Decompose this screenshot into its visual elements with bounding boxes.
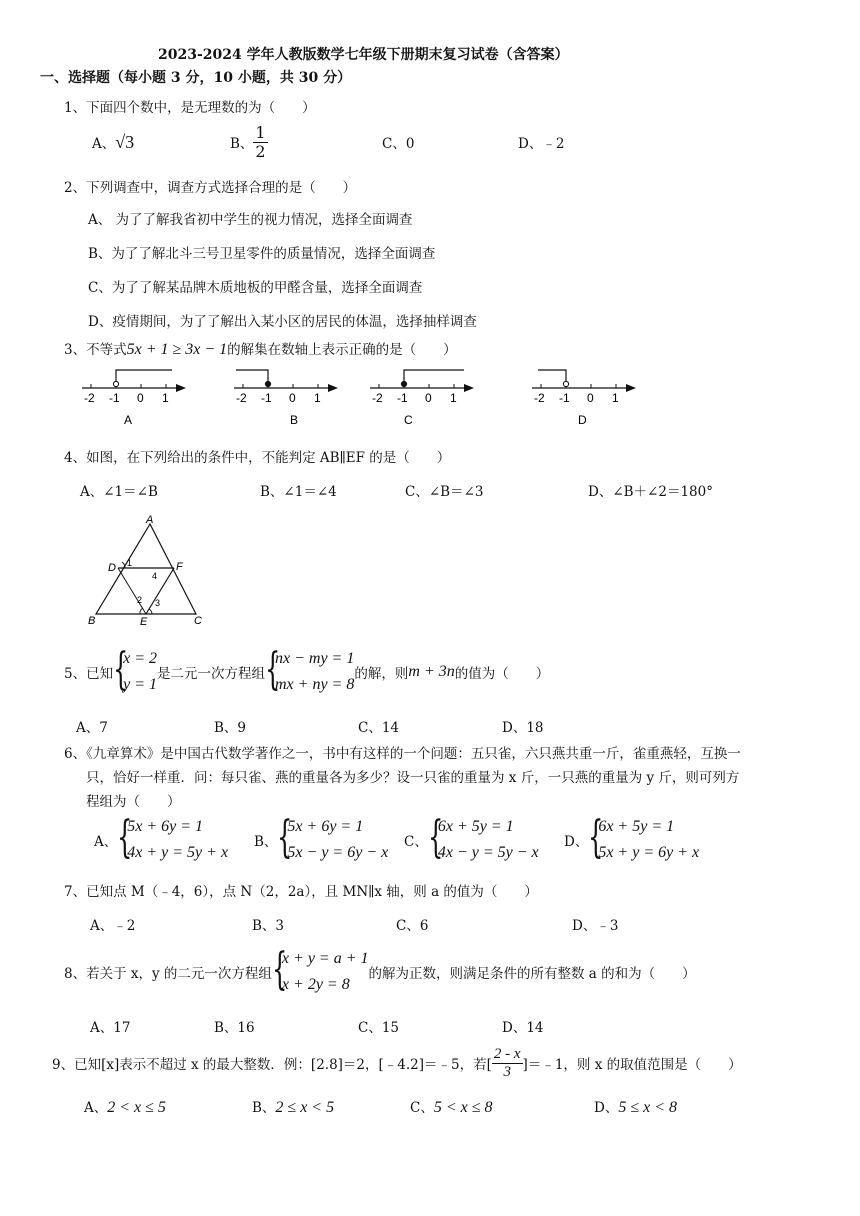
q2-stem: 2、下列调查中，调查方式选择合理的是（ ） [64, 180, 357, 196]
q7-option-b: B、3 [252, 918, 285, 934]
q5-system-1: { x = 2 y = 1 [113, 646, 157, 698]
tick-label: -2 [534, 391, 545, 405]
q8-stem [64, 946, 696, 998]
q6-option-c-label: C、 [404, 834, 428, 850]
q5-pre: 5、已知 [64, 666, 114, 682]
q1-option-b-numerator: 1 [255, 123, 266, 142]
q9-stem [52, 1046, 742, 1080]
equation: 4x − y = 5y − x [437, 844, 539, 861]
q6-option-c [404, 814, 539, 866]
q2-option-c: C、为了了解某品牌木质地板的甲醛含量，选择全面调查 [88, 280, 423, 296]
equation: 5x + 6y = 1 [127, 818, 204, 835]
tick-label: 0 [425, 391, 432, 405]
q6-option-b [254, 814, 388, 866]
q6-option-a [94, 814, 228, 866]
tick-label: 0 [137, 391, 144, 405]
angle-label-2: 2 [137, 595, 143, 605]
q4-stem: 4、如图，在下列给出的条件中，不能判定 AB∥EF 的是（ ） [64, 450, 451, 466]
q9-fraction-denominator: 3 [503, 1063, 511, 1080]
q9-fraction-numerator: 2 - x [493, 1046, 521, 1062]
q5-post-math: m + 3n [408, 663, 455, 680]
q7-option-a: A、﹣2 [90, 918, 136, 934]
equation: 6x + 5y = 1 [598, 818, 675, 835]
equation: 4x + y = 5y + x [127, 844, 229, 861]
q5-option-c: C、14 [358, 720, 400, 736]
q5-post-pre: 的解，则 [354, 666, 409, 682]
q9-option-c-math: 5 < x ≤ 8 [433, 1099, 493, 1116]
q6-option-a-system: { 5x + 6y = 1 4x + y = 5y + x [117, 814, 228, 866]
q1-option-a-label: A、 [92, 136, 116, 152]
option-label-b: B [290, 413, 299, 427]
q9-option-d-math: 5 ≤ x < 8 [618, 1099, 678, 1116]
q7-stem: 7、已知点 M（﹣4，6），点 N（2，2a），且 MN∥x 轴，则 a 的值为（ ） [64, 884, 538, 900]
tick-label: -2 [372, 391, 383, 405]
q9-option-d [594, 1096, 677, 1117]
q9-option-c-label: C、 [410, 1100, 434, 1116]
q1-option-d: D、﹣2 [518, 136, 565, 152]
q3-stem-post: 的解集在数轴上表示正确的是（ ） [227, 342, 457, 358]
q9-option-d-label: D、 [594, 1100, 619, 1116]
q7-option-d: D、﹣3 [572, 918, 619, 934]
q1-option-a-math: √3 [115, 132, 135, 152]
q6-line-3: 程组为（ ） [86, 794, 181, 810]
q5-option-d: D、18 [502, 720, 544, 736]
q4-option-b: B、∠1＝∠4 [260, 484, 337, 500]
q8-option-d: D、14 [502, 1020, 544, 1036]
equation: 5x + 6y = 1 [287, 818, 364, 835]
equation: x = 2 [123, 650, 157, 667]
q1-option-a [92, 132, 134, 153]
q9-pre: 9、已知[x]表示不超过 x 的最大整数．例：[2.8]＝2，[﹣4.2]＝﹣5，若[ [52, 1057, 492, 1073]
q5-option-b: B、9 [214, 720, 247, 736]
q8-option-a: A、17 [90, 1020, 131, 1036]
q8-option-c: C、15 [358, 1020, 400, 1036]
angle-label-3: 3 [155, 598, 161, 608]
q1-option-c: C、0 [382, 136, 415, 152]
q8-option-b: B、16 [214, 1020, 255, 1036]
page-title: 2023-2024 学年人教版数学七年级下册期末复习试卷（含答案） [158, 47, 569, 63]
equation: 5x + y = 6y + x [598, 844, 700, 861]
q8-system: { x + y = a + 1 x + 2y = 8 [272, 946, 369, 998]
q1-stem: 1、下面四个数中，是无理数的为（ ） [64, 100, 316, 116]
q6-option-b-label: B、 [254, 834, 278, 850]
vertex-label-b: B [88, 615, 96, 627]
q6-line-1: 6、《九章算术》是中国古代数学著作之一，书中有这样的一个问题：五只雀，六只燕共重一斤，雀重燕轻，互换一 [64, 746, 741, 762]
q6-option-d-system: { 6x + 5y = 1 5x + y = 6y + x [588, 814, 699, 866]
q6-line-2: 只，恰好一样重．问：每只雀、燕的重量各为多少？设一只雀的重量为 x 斤，一只燕的重量为 y 斤，则可列方 [86, 770, 740, 786]
tick-label: 0 [587, 391, 594, 405]
option-label-d: D [578, 413, 587, 427]
equation: y = 1 [123, 676, 157, 693]
q9-option-a-label: A、 [84, 1100, 108, 1116]
tick-label: 1 [162, 391, 169, 405]
angle-label-4: 4 [152, 571, 158, 581]
q5-stem [64, 646, 549, 698]
vertex-label-d: D [108, 562, 116, 574]
tick-label: 1 [450, 391, 457, 405]
tick-label: -2 [236, 391, 247, 405]
q9-option-b-math: 2 ≤ x < 5 [275, 1099, 335, 1116]
equation: nx − my = 1 [275, 650, 355, 667]
vertex-label-a: A [146, 514, 154, 526]
q4-option-c: C、∠B＝∠3 [405, 484, 484, 500]
tick-label: -1 [109, 391, 120, 405]
q9-option-c [410, 1096, 493, 1117]
q9-option-b-label: B、 [252, 1100, 276, 1116]
q7-option-c: C、6 [396, 918, 429, 934]
q6-option-a-label: A、 [94, 834, 118, 850]
triangle-figure [80, 510, 220, 630]
tick-label: 0 [289, 391, 296, 405]
number-line-c [370, 370, 474, 427]
q5-system-2: { nx − my = 1 mx + ny = 8 [265, 646, 354, 698]
equation: x + y = a + 1 [281, 950, 369, 967]
q9-fraction [492, 1046, 523, 1080]
q8-pre: 8、若关于 x，y 的二元一次方程组 [64, 966, 272, 982]
tick-label: -1 [559, 391, 570, 405]
equation: x + 2y = 8 [281, 976, 350, 993]
q6-option-b-system: { 5x + 6y = 1 5x − y = 6y − x [277, 814, 388, 866]
q2-option-a: A、 为了了解我省初中学生的视力情况，选择全面调查 [88, 212, 413, 228]
tick-label: 1 [314, 391, 321, 405]
number-line-d [532, 370, 636, 427]
q9-option-a [84, 1096, 166, 1117]
q1-option-b-denominator: 2 [255, 141, 266, 161]
tick-label: -1 [397, 391, 408, 405]
q5-option-a: A、7 [76, 720, 108, 736]
q3-stem-math: 5x + 1 ≥ 3x − 1 [126, 341, 228, 358]
q9-post: ]＝﹣1，则 x 的取值范围是（ ） [522, 1057, 742, 1073]
tick-label: 1 [612, 391, 619, 405]
number-line-figures [0, 358, 860, 430]
number-line-a [82, 370, 186, 427]
angle-label-1: 1 [127, 558, 133, 568]
equation: mx + ny = 8 [275, 676, 355, 693]
q2-option-b: B、为了了解北斗三号卫星零件的质量情况，选择全面调查 [88, 246, 436, 262]
q3-stem [64, 338, 457, 359]
q9-option-b [252, 1096, 334, 1117]
q5-post-post: 的值为（ ） [454, 666, 550, 682]
equation: 5x − y = 6y − x [287, 844, 389, 861]
vertex-label-c: C [194, 615, 202, 627]
section-heading: 一、选择题（每小题 3 分，10 小题，共 30 分） [40, 70, 352, 86]
option-label-a: A [124, 413, 133, 427]
q6-option-d-label: D、 [564, 834, 589, 850]
q2-option-d: D、疫情期间，为了了解出入某小区的居民的体温，选择抽样调查 [88, 314, 477, 330]
q8-post: 的解为正数，则满足条件的所有整数 a 的和为（ ） [368, 966, 696, 982]
vertex-label-e: E [140, 616, 148, 628]
equation: 6x + 5y = 1 [437, 818, 514, 835]
q6-option-c-system: { 6x + 5y = 1 4x − y = 5y − x [428, 814, 539, 866]
q9-option-a-math: 2 < x ≤ 5 [107, 1099, 166, 1116]
option-label-c: C [404, 413, 413, 427]
tick-label: -2 [84, 391, 95, 405]
q4-option-a: A、∠1＝∠B [80, 484, 158, 500]
q4-option-d: D、∠B＋∠2＝180° [588, 484, 713, 500]
vertex-label-f: F [176, 561, 183, 573]
tick-label: -1 [261, 391, 272, 405]
q3-stem-pre: 3、不等式 [64, 342, 127, 358]
q1-option-b-label: B、 [230, 136, 254, 153]
number-line-b [234, 370, 338, 427]
q5-mid: 是二元一次方程组 [157, 666, 265, 682]
q1-option-b [230, 124, 268, 160]
q6-option-d [564, 814, 699, 866]
